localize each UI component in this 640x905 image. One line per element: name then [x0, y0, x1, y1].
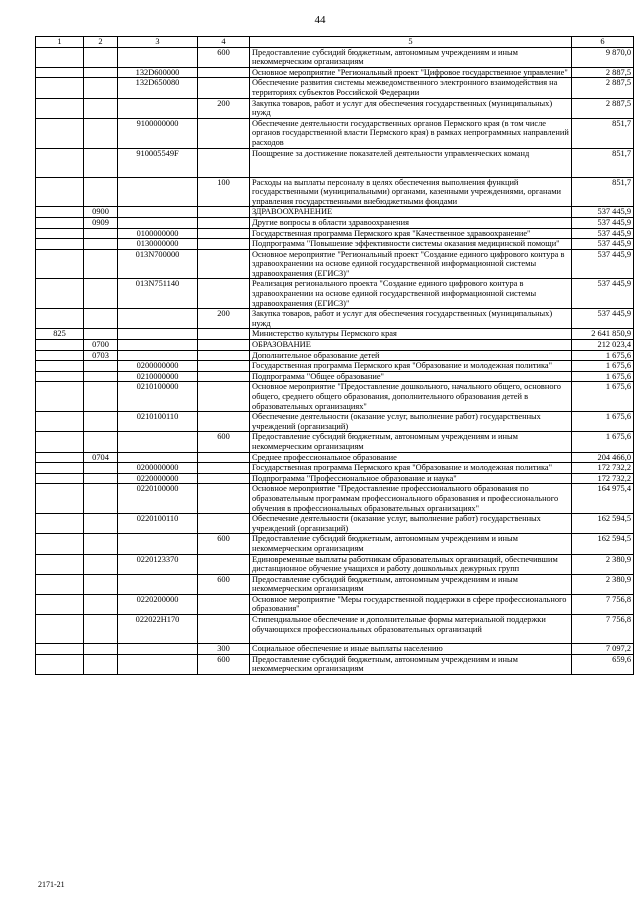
amount-cell: 537 445,9 [572, 279, 634, 309]
amount-cell: 162 594,5 [572, 534, 634, 554]
table-row [36, 644, 634, 655]
item-name-cell: Предоставление субсидий бюджетным, автономным учреждениям и иным некоммерческим организациям [250, 654, 572, 674]
amount-cell: 537 445,9 [572, 249, 634, 279]
table-row [36, 382, 634, 412]
target-article-cell: 132D600000 [118, 67, 198, 78]
section-code-cell [84, 654, 118, 674]
amount-cell: 1 675,6 [572, 412, 634, 432]
section-code-cell [84, 239, 118, 250]
table-row [36, 463, 634, 474]
expense-type-cell [198, 452, 250, 463]
item-name-cell: Дополнительное образование детей [250, 350, 572, 361]
ministry-code-cell [36, 615, 84, 644]
item-name-cell: Среднее профессиональное образование [250, 452, 572, 463]
expense-type-cell: 600 [198, 534, 250, 554]
target-article-cell [118, 432, 198, 452]
amount-cell: 2 887,5 [572, 98, 634, 118]
target-article-cell: 0210000000 [118, 371, 198, 382]
table-row [36, 329, 634, 340]
expense-type-cell [198, 67, 250, 78]
item-name-cell: Обеспечение деятельности (оказание услуг, выполнение работ) государственных учреждений (организаций) [250, 412, 572, 432]
expense-type-cell [198, 249, 250, 279]
ministry-code-cell [36, 228, 84, 239]
amount-cell: 851,7 [572, 177, 634, 207]
table-row [36, 371, 634, 382]
item-name-cell: Основное мероприятие "Предоставление дошкольного, начального общего, основного общего, среднего общего образования, дополнительного образования детей в образовательных организациях" [250, 382, 572, 412]
target-article-cell: 0220200000 [118, 594, 198, 614]
section-code-cell: 0703 [84, 350, 118, 361]
ministry-code-cell [36, 412, 84, 432]
ministry-code-cell [36, 118, 84, 148]
expense-type-cell: 600 [198, 432, 250, 452]
expense-type-cell: 200 [198, 309, 250, 329]
ministry-code-cell [36, 514, 84, 534]
section-code-cell [84, 412, 118, 432]
table-row [36, 217, 634, 228]
target-article-cell: 0220100000 [118, 484, 198, 514]
item-name-cell: Расходы на выплаты персоналу в целях обеспечения выполнения функций государственными (муниципальными) органами, казенными учреждениями, органами управления государственными внебюджетными фондами [250, 177, 572, 207]
table-row [36, 350, 634, 361]
target-article-cell: 0210100000 [118, 382, 198, 412]
table-row [36, 228, 634, 239]
amount-cell: 659,6 [572, 654, 634, 674]
section-code-cell: 0704 [84, 452, 118, 463]
target-article-cell [118, 534, 198, 554]
table-row [36, 148, 634, 177]
section-code-cell [84, 432, 118, 452]
amount-cell: 537 445,9 [572, 228, 634, 239]
item-name-cell: Подпрограмма "Общее образование" [250, 371, 572, 382]
target-article-cell: 9100000000 [118, 118, 198, 148]
target-article-cell: 013N700000 [118, 249, 198, 279]
table-row [36, 279, 634, 309]
section-code-cell [84, 484, 118, 514]
ministry-code-cell [36, 207, 84, 218]
table-row [36, 514, 634, 534]
target-article-cell [118, 350, 198, 361]
amount-cell: 9 870,0 [572, 47, 634, 67]
column-header: 6 [572, 37, 634, 48]
ministry-code-cell [36, 382, 84, 412]
target-article-cell [118, 574, 198, 594]
item-name-cell: ОБРАЗОВАНИЕ [250, 340, 572, 351]
section-code-cell [84, 249, 118, 279]
amount-cell: 2 887,5 [572, 78, 634, 98]
table-row [36, 67, 634, 78]
amount-cell: 162 594,5 [572, 514, 634, 534]
expense-type-cell [198, 615, 250, 644]
section-code-cell [84, 615, 118, 644]
expense-type-cell: 600 [198, 47, 250, 67]
table-row [36, 118, 634, 148]
column-header: 1 [36, 37, 84, 48]
column-header: 3 [118, 37, 198, 48]
amount-cell: 537 445,9 [572, 239, 634, 250]
ministry-code-cell [36, 594, 84, 614]
amount-cell: 537 445,9 [572, 309, 634, 329]
item-name-cell: Министерство культуры Пермского края [250, 329, 572, 340]
table-row [36, 534, 634, 554]
table-header-row [36, 37, 634, 48]
table-row [36, 574, 634, 594]
item-name-cell: Обеспечение развития системы межведомственного электронного взаимодействия на территориях субъектов Российской Федерации [250, 78, 572, 98]
item-name-cell: Предоставление субсидий бюджетным, автономным учреждениям и иным некоммерческим организациям [250, 534, 572, 554]
item-name-cell: Поощрение за достижение показателей деятельности управленческих команд [250, 148, 572, 177]
expense-type-cell [198, 329, 250, 340]
amount-cell: 212 023,4 [572, 340, 634, 351]
item-name-cell: Обеспечение деятельности (оказание услуг, выполнение работ) государственных учреждений (организаций) [250, 514, 572, 534]
section-code-cell: 0900 [84, 207, 118, 218]
expense-type-cell [198, 350, 250, 361]
section-code-cell [84, 228, 118, 239]
section-code-cell [84, 534, 118, 554]
section-code-cell [84, 67, 118, 78]
table-row [36, 361, 634, 372]
amount-cell: 2 641 850,9 [572, 329, 634, 340]
ministry-code-cell [36, 361, 84, 372]
amount-cell: 164 975,4 [572, 484, 634, 514]
item-name-cell: Стипендиальное обеспечение и дополнительные формы материальной поддержки обучающихся профессиональных образовательных организаций [250, 615, 572, 644]
expense-type-cell: 600 [198, 574, 250, 594]
item-name-cell: Подпрограмма "Профессиональное образование и наука" [250, 473, 572, 484]
item-name-cell: Единовременные выплаты работникам образовательных организаций, обеспечившим дистанционное обучение учащихся и работу дошкольных дежурных групп [250, 554, 572, 574]
table-row [36, 98, 634, 118]
item-name-cell: Государственная программа Пермского края "Качественное здравоохранение" [250, 228, 572, 239]
target-article-cell: 0220123370 [118, 554, 198, 574]
item-name-cell: Реализация регионального проекта "Создание единого цифрового контура в здравоохранении на основе единой государственной информационной системы здравоохранения (ЕГИСЗ)" [250, 279, 572, 309]
budget-table [35, 36, 634, 675]
expense-type-cell [198, 484, 250, 514]
table-row [36, 207, 634, 218]
ministry-code-cell [36, 534, 84, 554]
amount-cell: 204 466,0 [572, 452, 634, 463]
target-article-cell [118, 98, 198, 118]
ministry-code-cell [36, 371, 84, 382]
target-article-cell [118, 644, 198, 655]
section-code-cell: 0909 [84, 217, 118, 228]
ministry-code-cell [36, 654, 84, 674]
table-row [36, 309, 634, 329]
section-code-cell [84, 118, 118, 148]
amount-cell: 172 732,2 [572, 473, 634, 484]
ministry-code-cell [36, 47, 84, 67]
expense-type-cell [198, 228, 250, 239]
expense-type-cell [198, 554, 250, 574]
section-code-cell [84, 554, 118, 574]
amount-cell: 537 445,9 [572, 207, 634, 218]
expense-type-cell [198, 118, 250, 148]
section-code-cell [84, 78, 118, 98]
section-code-cell [84, 514, 118, 534]
table-row [36, 249, 634, 279]
target-article-cell: 0210100110 [118, 412, 198, 432]
section-code-cell [84, 329, 118, 340]
expense-type-cell [198, 217, 250, 228]
expense-type-cell [198, 412, 250, 432]
ministry-code-cell [36, 98, 84, 118]
expense-type-cell [198, 207, 250, 218]
footer-code: 2171-21 [38, 880, 65, 889]
amount-cell: 851,7 [572, 148, 634, 177]
amount-cell: 172 732,2 [572, 463, 634, 474]
amount-cell: 7 097,2 [572, 644, 634, 655]
amount-cell: 7 756,8 [572, 594, 634, 614]
item-name-cell: Основное мероприятие "Региональный проект "Создание единого цифрового контура в здравоохранении на основе единой государственной информационной системы здравоохранения (ЕГИСЗ)" [250, 249, 572, 279]
expense-type-cell: 200 [198, 98, 250, 118]
table-row [36, 432, 634, 452]
table-row [36, 484, 634, 514]
item-name-cell: Основное мероприятие "Меры государственной поддержки в сфере профессионального образования" [250, 594, 572, 614]
ministry-code-cell [36, 554, 84, 574]
target-article-cell: 0100000000 [118, 228, 198, 239]
ministry-code-cell [36, 67, 84, 78]
expense-type-cell [198, 148, 250, 177]
expense-type-cell [198, 382, 250, 412]
item-name-cell: Закупка товаров, работ и услуг для обеспечения государственных (муниципальных) нужд [250, 309, 572, 329]
expense-type-cell: 100 [198, 177, 250, 207]
table-row [36, 412, 634, 432]
target-article-cell: 910005549F [118, 148, 198, 177]
target-article-cell [118, 329, 198, 340]
expense-type-cell [198, 473, 250, 484]
ministry-code-cell [36, 574, 84, 594]
item-name-cell: Предоставление субсидий бюджетным, автономным учреждениям и иным некоммерческим организациям [250, 47, 572, 67]
ministry-code-cell [36, 177, 84, 207]
section-code-cell [84, 279, 118, 309]
amount-cell: 1 675,6 [572, 350, 634, 361]
expense-type-cell [198, 514, 250, 534]
table-row [36, 78, 634, 98]
item-name-cell: ЗДРАВООХРАНЕНИЕ [250, 207, 572, 218]
item-name-cell: Предоставление субсидий бюджетным, автономным учреждениям и иным некоммерческим организациям [250, 432, 572, 452]
column-header: 4 [198, 37, 250, 48]
expense-type-cell [198, 463, 250, 474]
section-code-cell [84, 371, 118, 382]
table-row [36, 239, 634, 250]
target-article-cell [118, 217, 198, 228]
table-row [36, 615, 634, 644]
amount-cell: 2 380,9 [572, 554, 634, 574]
section-code-cell [84, 574, 118, 594]
ministry-code-cell [36, 432, 84, 452]
ministry-code-cell [36, 473, 84, 484]
table-row [36, 177, 634, 207]
expense-type-cell [198, 361, 250, 372]
table-row [36, 452, 634, 463]
amount-cell: 2 380,9 [572, 574, 634, 594]
amount-cell: 7 756,8 [572, 615, 634, 644]
item-name-cell: Государственная программа Пермского края "Образование и молодежная политика" [250, 361, 572, 372]
table-body [36, 47, 634, 674]
ministry-code-cell [36, 309, 84, 329]
page-number: 44 [314, 14, 326, 26]
item-name-cell: Предоставление субсидий бюджетным, автономным учреждениям и иным некоммерческим организациям [250, 574, 572, 594]
ministry-code-cell [36, 217, 84, 228]
amount-cell: 851,7 [572, 118, 634, 148]
target-article-cell: 013N751140 [118, 279, 198, 309]
section-code-cell [84, 47, 118, 67]
ministry-code-cell [36, 484, 84, 514]
expense-type-cell [198, 340, 250, 351]
section-code-cell [84, 361, 118, 372]
section-code-cell [84, 463, 118, 474]
item-name-cell: Основное мероприятие "Региональный проект "Цифровое государственное управление" [250, 67, 572, 78]
target-article-cell [118, 177, 198, 207]
column-header: 2 [84, 37, 118, 48]
table-row [36, 554, 634, 574]
target-article-cell [118, 452, 198, 463]
target-article-cell [118, 47, 198, 67]
section-code-cell [84, 644, 118, 655]
expense-type-cell [198, 239, 250, 250]
ministry-code-cell [36, 148, 84, 177]
expense-type-cell: 600 [198, 654, 250, 674]
ministry-code-cell: 825 [36, 329, 84, 340]
ministry-code-cell [36, 340, 84, 351]
target-article-cell [118, 309, 198, 329]
table-row [36, 47, 634, 67]
target-article-cell: 0220000000 [118, 473, 198, 484]
amount-cell: 1 675,6 [572, 371, 634, 382]
ministry-code-cell [36, 78, 84, 98]
target-article-cell [118, 654, 198, 674]
amount-cell: 1 675,6 [572, 432, 634, 452]
item-name-cell: Основное мероприятие "Предоставление профессионального образования по образовательным программам профессионального образования и профессионального обучения в профессиональных образовательных организациях" [250, 484, 572, 514]
section-code-cell [84, 148, 118, 177]
amount-cell: 1 675,6 [572, 382, 634, 412]
section-code-cell [84, 382, 118, 412]
section-code-cell [84, 309, 118, 329]
ministry-code-cell [36, 239, 84, 250]
expense-type-cell [198, 594, 250, 614]
target-article-cell [118, 207, 198, 218]
target-article-cell: 0220100110 [118, 514, 198, 534]
amount-cell: 1 675,6 [572, 361, 634, 372]
item-name-cell: Другие вопросы в области здравоохранения [250, 217, 572, 228]
table-row [36, 340, 634, 351]
item-name-cell: Закупка товаров, работ и услуг для обеспечения государственных (муниципальных) нужд [250, 98, 572, 118]
item-name-cell: Государственная программа Пермского края "Образование и молодежная политика" [250, 463, 572, 474]
expense-type-cell [198, 279, 250, 309]
ministry-code-cell [36, 249, 84, 279]
table-row [36, 594, 634, 614]
amount-cell: 2 887,5 [572, 67, 634, 78]
target-article-cell: 0130000000 [118, 239, 198, 250]
table-row [36, 654, 634, 674]
target-article-cell: 132D650080 [118, 78, 198, 98]
section-code-cell [84, 98, 118, 118]
item-name-cell: Обеспечение деятельности государственных органов Пермского края (в том числе органов государственной власти Пермского края) в рамках непрограммных направлений расходов [250, 118, 572, 148]
amount-cell: 537 445,9 [572, 217, 634, 228]
ministry-code-cell [36, 350, 84, 361]
section-code-cell [84, 473, 118, 484]
ministry-code-cell [36, 279, 84, 309]
ministry-code-cell [36, 644, 84, 655]
expense-type-cell [198, 78, 250, 98]
expense-type-cell [198, 371, 250, 382]
target-article-cell: 0200000000 [118, 463, 198, 474]
expense-type-cell: 300 [198, 644, 250, 655]
target-article-cell: 022022Н170 [118, 615, 198, 644]
section-code-cell [84, 594, 118, 614]
table-row [36, 473, 634, 484]
ministry-code-cell [36, 463, 84, 474]
column-header: 5 [250, 37, 572, 48]
target-article-cell: 0200000000 [118, 361, 198, 372]
section-code-cell: 0700 [84, 340, 118, 351]
item-name-cell: Подпрограмма "Повышение эффективности системы оказания медицинской помощи" [250, 239, 572, 250]
item-name-cell: Социальное обеспечение и иные выплаты населению [250, 644, 572, 655]
ministry-code-cell [36, 452, 84, 463]
target-article-cell [118, 340, 198, 351]
section-code-cell [84, 177, 118, 207]
